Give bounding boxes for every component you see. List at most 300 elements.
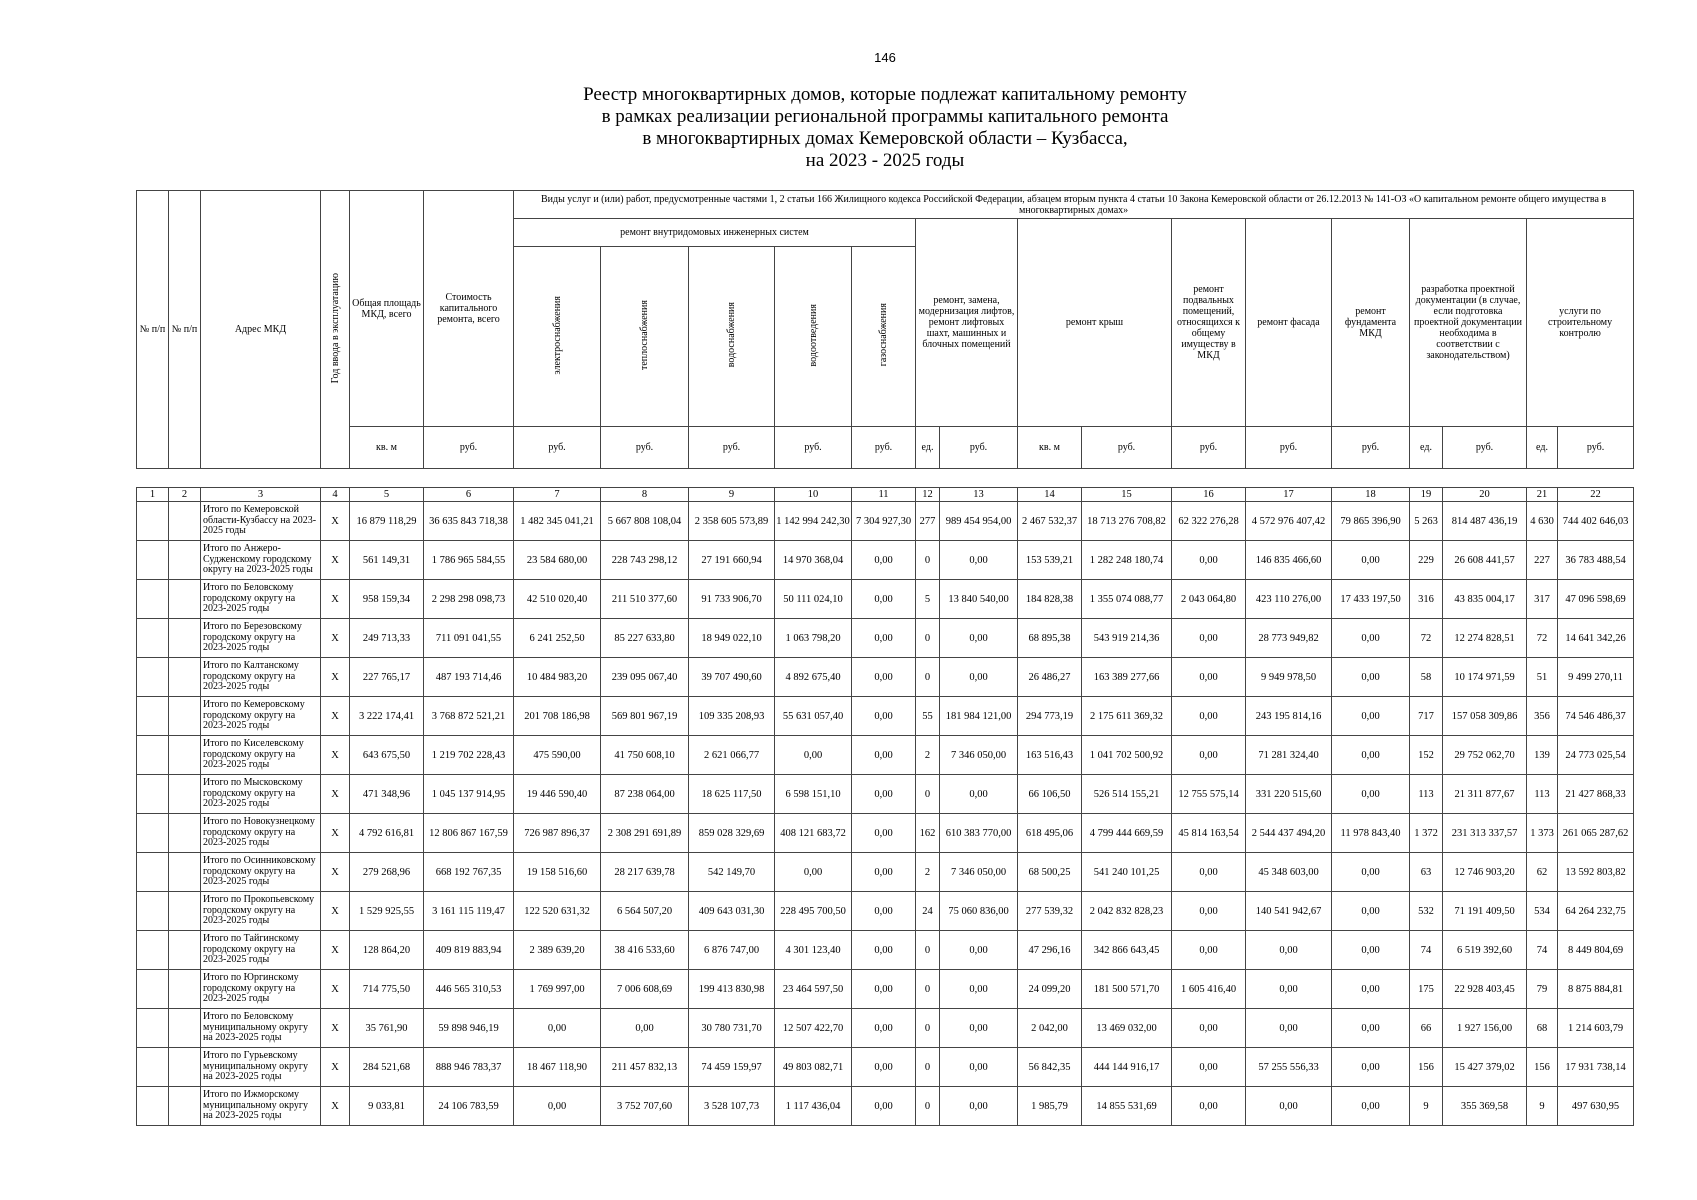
value-cell: 1 063 798,20 xyxy=(775,619,852,658)
value-cell: 157 058 309,86 xyxy=(1443,697,1527,736)
column-index-cell: 17 xyxy=(1246,488,1332,502)
value-cell: X xyxy=(321,502,350,541)
value-cell: 184 828,38 xyxy=(1018,580,1082,619)
table-row xyxy=(137,541,1634,580)
value-cell: 243 195 814,16 xyxy=(1246,697,1332,736)
col-header-heat xyxy=(601,247,689,427)
value-cell: 0,00 xyxy=(1332,541,1410,580)
col-header-gas-label: газоснабжения xyxy=(878,303,889,367)
value-cell: X xyxy=(321,697,350,736)
value-cell: 0,00 xyxy=(852,1009,916,1048)
value-cell: 231 313 337,57 xyxy=(1443,814,1527,853)
value-cell: 227 xyxy=(1527,541,1558,580)
value-cell: 62 322 276,28 xyxy=(1172,502,1246,541)
column-index-cell: 20 xyxy=(1443,488,1527,502)
value-cell: 19 158 516,60 xyxy=(514,853,601,892)
table-row xyxy=(137,502,1634,541)
column-index-cell: 22 xyxy=(1558,488,1634,502)
value-cell: 51 xyxy=(1527,658,1558,697)
column-index-cell: 11 xyxy=(852,488,916,502)
value-cell: 49 803 082,71 xyxy=(775,1048,852,1087)
value-cell: 471 348,96 xyxy=(350,775,424,814)
table-row xyxy=(137,814,1634,853)
value-cell: 0,00 xyxy=(1332,1009,1410,1048)
value-cell: 24 xyxy=(916,892,940,931)
column-index-cell: 5 xyxy=(350,488,424,502)
value-cell: X xyxy=(321,970,350,1009)
value-cell: 532 xyxy=(1410,892,1443,931)
value-cell: 534 xyxy=(1527,892,1558,931)
value-cell: 6 241 252,50 xyxy=(514,619,601,658)
unit-cell: руб. xyxy=(1443,427,1527,469)
value-cell: 71 191 409,50 xyxy=(1443,892,1527,931)
col-header-cost: Стоимость капитального ремонта, всего xyxy=(424,191,514,427)
value-cell: 66 106,50 xyxy=(1018,775,1082,814)
unit-cell: ед. xyxy=(916,427,940,469)
row-num-cell xyxy=(169,502,201,541)
column-index-cell: 4 xyxy=(321,488,350,502)
value-cell: 14 855 531,69 xyxy=(1082,1087,1172,1126)
page-number: 146 xyxy=(874,50,896,65)
value-cell: 610 383 770,00 xyxy=(940,814,1018,853)
value-cell: 3 222 174,41 xyxy=(350,697,424,736)
value-cell: 4 572 976 407,42 xyxy=(1246,502,1332,541)
value-cell: 0,00 xyxy=(1332,1048,1410,1087)
value-cell: 526 514 155,21 xyxy=(1082,775,1172,814)
value-cell: 355 369,58 xyxy=(1443,1087,1527,1126)
value-cell: 153 539,21 xyxy=(1018,541,1082,580)
value-cell: 0,00 xyxy=(1332,1087,1410,1126)
value-cell: 13 840 540,00 xyxy=(940,580,1018,619)
value-cell: 0 xyxy=(916,658,940,697)
value-cell: 26 608 441,57 xyxy=(1443,541,1527,580)
value-cell: 26 486,27 xyxy=(1018,658,1082,697)
value-cell: 68 xyxy=(1527,1009,1558,1048)
value-cell: 668 192 767,35 xyxy=(424,853,514,892)
value-cell: 24 106 783,59 xyxy=(424,1087,514,1126)
table-row xyxy=(137,1087,1634,1126)
value-cell: 3 752 707,60 xyxy=(601,1087,689,1126)
value-cell: 0,00 xyxy=(1172,853,1246,892)
col-header-year xyxy=(321,191,350,469)
column-index-cell: 10 xyxy=(775,488,852,502)
value-cell: 175 xyxy=(1410,970,1443,1009)
value-cell: 4 799 444 669,59 xyxy=(1082,814,1172,853)
value-cell: 41 750 608,10 xyxy=(601,736,689,775)
row-num-cell xyxy=(137,1087,169,1126)
unit-cell: кв. м xyxy=(1018,427,1082,469)
row-num-cell xyxy=(137,775,169,814)
address-cell: Итого по Мысковскому городскому округу на 2023-2025 годы xyxy=(201,775,321,814)
value-cell: 0,00 xyxy=(1332,892,1410,931)
address-cell: Итого по Кемеровской области-Кузбассу на 2023-2025 годы xyxy=(201,502,321,541)
address-cell: Итого по Новокузнецкому городскому округу на 2023-2025 годы xyxy=(201,814,321,853)
col-header-group-engineering: ремонт внутридомовых инженерных систем xyxy=(514,219,916,247)
value-cell: 2 042 832 828,23 xyxy=(1082,892,1172,931)
value-cell: 14 970 368,04 xyxy=(775,541,852,580)
value-cell: 79 xyxy=(1527,970,1558,1009)
value-cell: 64 264 232,75 xyxy=(1558,892,1634,931)
value-cell: 17 931 738,14 xyxy=(1558,1048,1634,1087)
column-index-cell: 2 xyxy=(169,488,201,502)
value-cell: 0,00 xyxy=(1172,619,1246,658)
value-cell: 277 xyxy=(916,502,940,541)
value-cell: X xyxy=(321,541,350,580)
table-row xyxy=(137,775,1634,814)
title-line: в рамках реализации региональной программы капитального ремонта xyxy=(601,106,1169,127)
value-cell: 4 892 675,40 xyxy=(775,658,852,697)
value-cell: 0,00 xyxy=(514,1087,601,1126)
value-cell: 0 xyxy=(916,931,940,970)
value-cell: 446 565 310,53 xyxy=(424,970,514,1009)
value-cell: X xyxy=(321,736,350,775)
value-cell: 888 946 783,37 xyxy=(424,1048,514,1087)
value-cell: 317 xyxy=(1527,580,1558,619)
table-row xyxy=(137,1048,1634,1087)
row-num-cell xyxy=(137,931,169,970)
column-index-cell: 1 xyxy=(137,488,169,502)
unit-cell: руб. xyxy=(940,427,1018,469)
value-cell: 12 507 422,70 xyxy=(775,1009,852,1048)
value-cell: 181 984 121,00 xyxy=(940,697,1018,736)
value-cell: 18 949 022,10 xyxy=(689,619,775,658)
unit-cell: руб. xyxy=(775,427,852,469)
value-cell: 1 985,79 xyxy=(1018,1087,1082,1126)
column-index-cell: 9 xyxy=(689,488,775,502)
value-cell: 47 096 598,69 xyxy=(1558,580,1634,619)
value-cell: 1 117 436,04 xyxy=(775,1087,852,1126)
value-cell: 56 842,35 xyxy=(1018,1048,1082,1087)
value-cell: X xyxy=(321,775,350,814)
value-cell: 1 219 702 228,43 xyxy=(424,736,514,775)
value-cell: 1 142 994 242,30 xyxy=(775,502,852,541)
value-cell: 139 xyxy=(1527,736,1558,775)
column-index-cell: 12 xyxy=(916,488,940,502)
value-cell: 74 xyxy=(1527,931,1558,970)
value-cell: 0,00 xyxy=(1246,970,1332,1009)
value-cell: 2 298 298 098,73 xyxy=(424,580,514,619)
value-cell: 859 028 329,69 xyxy=(689,814,775,853)
unit-cell: руб. xyxy=(514,427,601,469)
col-header-address: Адрес МКД xyxy=(201,191,321,469)
value-cell: 13 469 032,00 xyxy=(1082,1009,1172,1048)
value-cell: 239 095 067,40 xyxy=(601,658,689,697)
row-num-cell xyxy=(137,502,169,541)
value-cell: 9 033,81 xyxy=(350,1087,424,1126)
value-cell: 201 708 186,98 xyxy=(514,697,601,736)
value-cell: 47 296,16 xyxy=(1018,931,1082,970)
value-cell: 487 193 714,46 xyxy=(424,658,514,697)
value-cell: 0,00 xyxy=(1332,853,1410,892)
value-cell: 7 346 050,00 xyxy=(940,736,1018,775)
unit-cell: руб. xyxy=(1558,427,1634,469)
col-header-foundation: ремонт фундамента МКД xyxy=(1332,219,1410,427)
value-cell: 0,00 xyxy=(940,970,1018,1009)
value-cell: 331 220 515,60 xyxy=(1246,775,1332,814)
value-cell: 6 519 392,60 xyxy=(1443,931,1527,970)
value-cell: 0,00 xyxy=(1172,931,1246,970)
value-cell: 0 xyxy=(916,970,940,1009)
row-num-cell xyxy=(169,697,201,736)
col-header-design: разработка проектной документации (в случае, если подготовка проектной документации необходима в соответствии с законодательством) xyxy=(1410,219,1527,427)
value-cell: 45 814 163,54 xyxy=(1172,814,1246,853)
row-num-cell xyxy=(137,892,169,931)
value-cell: 0,00 xyxy=(852,775,916,814)
value-cell: 0,00 xyxy=(1172,541,1246,580)
value-cell: 9 499 270,11 xyxy=(1558,658,1634,697)
table-row xyxy=(137,892,1634,931)
value-cell: 0,00 xyxy=(852,1087,916,1126)
address-cell: Итого по Беловскому муниципальному округу на 2023-2025 годы xyxy=(201,1009,321,1048)
value-cell: 28 217 639,78 xyxy=(601,853,689,892)
value-cell: 279 268,96 xyxy=(350,853,424,892)
col-header-num1: № п/п xyxy=(137,191,169,469)
col-header-sewer-label: водоотведения xyxy=(807,303,819,367)
value-cell: 0,00 xyxy=(1172,658,1246,697)
value-cell: 113 xyxy=(1527,775,1558,814)
column-index-cell: 14 xyxy=(1018,488,1082,502)
value-cell: 0,00 xyxy=(514,1009,601,1048)
value-cell: 0,00 xyxy=(1172,1087,1246,1126)
value-cell: 744 402 646,03 xyxy=(1558,502,1634,541)
value-cell: 10 174 971,59 xyxy=(1443,658,1527,697)
row-num-cell xyxy=(169,580,201,619)
row-num-cell xyxy=(169,541,201,580)
value-cell: 163 389 277,66 xyxy=(1082,658,1172,697)
value-cell: 444 144 916,17 xyxy=(1082,1048,1172,1087)
value-cell: 10 484 983,20 xyxy=(514,658,601,697)
value-cell: 0,00 xyxy=(940,775,1018,814)
column-index-cell: 3 xyxy=(201,488,321,502)
value-cell: 0,00 xyxy=(852,970,916,1009)
value-cell: 12 746 903,20 xyxy=(1443,853,1527,892)
table-row xyxy=(137,619,1634,658)
value-cell: 0,00 xyxy=(852,541,916,580)
unit-cell: кв. м xyxy=(350,427,424,469)
value-cell: 28 773 949,82 xyxy=(1246,619,1332,658)
row-num-cell xyxy=(137,697,169,736)
value-cell: 542 149,70 xyxy=(689,853,775,892)
value-cell: 1 282 248 180,74 xyxy=(1082,541,1172,580)
unit-cell: ед. xyxy=(1527,427,1558,469)
row-num-cell xyxy=(137,658,169,697)
column-index-row xyxy=(137,488,1634,502)
value-cell: X xyxy=(321,1009,350,1048)
value-cell: 0,00 xyxy=(1172,1009,1246,1048)
value-cell: 7 304 927,30 xyxy=(852,502,916,541)
value-cell: 1 045 137 914,95 xyxy=(424,775,514,814)
unit-cell: руб. xyxy=(852,427,916,469)
value-cell: 3 528 107,73 xyxy=(689,1087,775,1126)
value-cell: 29 752 062,70 xyxy=(1443,736,1527,775)
value-cell: 74 546 486,37 xyxy=(1558,697,1634,736)
value-cell: 228 495 700,50 xyxy=(775,892,852,931)
value-cell: 5 667 808 108,04 xyxy=(601,502,689,541)
value-cell: 0,00 xyxy=(940,619,1018,658)
value-cell: 2 308 291 691,89 xyxy=(601,814,689,853)
value-cell: 342 866 643,45 xyxy=(1082,931,1172,970)
value-cell: 5 263 xyxy=(1410,502,1443,541)
table-row xyxy=(137,970,1634,1009)
address-cell: Итого по Беловскому городскому округу на 2023-2025 годы xyxy=(201,580,321,619)
col-header-year-label: Год ввода в эксплуатацию xyxy=(329,272,341,384)
col-header-control: услуги по строительному контролю xyxy=(1527,219,1634,427)
row-num-cell xyxy=(137,580,169,619)
value-cell: 199 413 830,98 xyxy=(689,970,775,1009)
value-cell: 12 806 867 167,59 xyxy=(424,814,514,853)
value-cell: 294 773,19 xyxy=(1018,697,1082,736)
value-cell: 2 042,00 xyxy=(1018,1009,1082,1048)
value-cell: 59 898 946,19 xyxy=(424,1009,514,1048)
value-cell: 6 564 507,20 xyxy=(601,892,689,931)
value-cell: 497 630,95 xyxy=(1558,1087,1634,1126)
value-cell: 2 358 605 573,89 xyxy=(689,502,775,541)
value-cell: 0,00 xyxy=(940,658,1018,697)
value-cell: 989 454 954,00 xyxy=(940,502,1018,541)
value-cell: 63 xyxy=(1410,853,1443,892)
table-header xyxy=(136,190,1634,469)
value-cell: 714 775,50 xyxy=(350,970,424,1009)
value-cell: 55 xyxy=(916,697,940,736)
value-cell: 85 227 633,80 xyxy=(601,619,689,658)
value-cell: 55 631 057,40 xyxy=(775,697,852,736)
col-header-sewer xyxy=(775,247,852,427)
value-cell: 15 427 379,02 xyxy=(1443,1048,1527,1087)
value-cell: 1 372 xyxy=(1410,814,1443,853)
value-cell: 0,00 xyxy=(940,1009,1018,1048)
value-cell: 316 xyxy=(1410,580,1443,619)
col-header-roof: ремонт крыш xyxy=(1018,219,1172,427)
value-cell: 475 590,00 xyxy=(514,736,601,775)
col-header-heat-label: теплоснабжения xyxy=(639,300,650,370)
row-num-cell xyxy=(137,814,169,853)
col-header-basement: ремонт подвальных помещений, относящихся к общему имуществу в МКД xyxy=(1172,219,1246,427)
value-cell: 717 xyxy=(1410,697,1443,736)
value-cell: 1 927 156,00 xyxy=(1443,1009,1527,1048)
value-cell: 618 495,06 xyxy=(1018,814,1082,853)
value-cell: 66 xyxy=(1410,1009,1443,1048)
value-cell: 2 xyxy=(916,736,940,775)
value-cell: X xyxy=(321,1087,350,1126)
value-cell: 27 191 660,94 xyxy=(689,541,775,580)
value-cell: 7 006 608,69 xyxy=(601,970,689,1009)
value-cell: 6 598 151,10 xyxy=(775,775,852,814)
col-header-water xyxy=(689,247,775,427)
row-num-cell xyxy=(169,814,201,853)
row-num-cell xyxy=(169,619,201,658)
value-cell: 162 xyxy=(916,814,940,853)
value-cell: 0,00 xyxy=(852,814,916,853)
value-cell: 1 529 925,55 xyxy=(350,892,424,931)
col-header-lifts: ремонт, замена, модернизация лифтов, ремонт лифтовых шахт, машинных и блочных помещений xyxy=(916,219,1018,427)
title-line: в многоквартирных домах Кемеровской области – Кузбасса, xyxy=(642,128,1128,149)
unit-cell: руб. xyxy=(424,427,514,469)
value-cell: 75 060 836,00 xyxy=(940,892,1018,931)
row-num-cell xyxy=(169,892,201,931)
value-cell: 2 621 066,77 xyxy=(689,736,775,775)
column-index-cell: 15 xyxy=(1082,488,1172,502)
value-cell: 1 605 416,40 xyxy=(1172,970,1246,1009)
row-num-cell xyxy=(169,970,201,1009)
value-cell: 113 xyxy=(1410,775,1443,814)
value-cell: X xyxy=(321,892,350,931)
value-cell: 9 949 978,50 xyxy=(1246,658,1332,697)
value-cell: 79 865 396,90 xyxy=(1332,502,1410,541)
value-cell: 14 641 342,26 xyxy=(1558,619,1634,658)
value-cell: 227 765,17 xyxy=(350,658,424,697)
value-cell: 18 625 117,50 xyxy=(689,775,775,814)
value-cell: 1 373 xyxy=(1527,814,1558,853)
value-cell: 0,00 xyxy=(1246,1009,1332,1048)
table-row xyxy=(137,1009,1634,1048)
value-cell: 36 783 488,54 xyxy=(1558,541,1634,580)
value-cell: 0,00 xyxy=(601,1009,689,1048)
value-cell: 30 780 731,70 xyxy=(689,1009,775,1048)
value-cell: 156 xyxy=(1527,1048,1558,1087)
value-cell: 0,00 xyxy=(1172,1048,1246,1087)
value-cell: 0,00 xyxy=(1172,736,1246,775)
value-cell: 12 274 828,51 xyxy=(1443,619,1527,658)
value-cell: 814 487 436,19 xyxy=(1443,502,1527,541)
row-num-cell xyxy=(169,853,201,892)
value-cell: 408 121 683,72 xyxy=(775,814,852,853)
value-cell: 2 467 532,37 xyxy=(1018,502,1082,541)
value-cell: 0 xyxy=(916,619,940,658)
value-cell: 2 043 064,80 xyxy=(1172,580,1246,619)
table-row xyxy=(137,853,1634,892)
value-cell: 0,00 xyxy=(940,931,1018,970)
value-cell: 181 500 571,70 xyxy=(1082,970,1172,1009)
address-cell: Итого по Юргинскому городскому округу на 2023-2025 годы xyxy=(201,970,321,1009)
value-cell: 24 773 025,54 xyxy=(1558,736,1634,775)
value-cell: X xyxy=(321,580,350,619)
value-cell: X xyxy=(321,814,350,853)
col-header-facade: ремонт фасада xyxy=(1246,219,1332,427)
value-cell: 0,00 xyxy=(1332,775,1410,814)
value-cell: 0,00 xyxy=(1332,931,1410,970)
value-cell: 35 761,90 xyxy=(350,1009,424,1048)
row-num-cell xyxy=(169,931,201,970)
value-cell: 9 xyxy=(1527,1087,1558,1126)
value-cell: 24 099,20 xyxy=(1018,970,1082,1009)
row-num-cell xyxy=(137,736,169,775)
value-cell: 36 635 843 718,38 xyxy=(424,502,514,541)
value-cell: 19 446 590,40 xyxy=(514,775,601,814)
value-cell: 0 xyxy=(916,541,940,580)
value-cell: 958 159,34 xyxy=(350,580,424,619)
col-header-group-main: Виды услуг и (или) работ, предусмотренные частями 1, 2 статьи 166 Жилищного кодекса Российской Федерации, абзацем вторым пункта 4 статьи 10 Закона Кемеровской области от 26.12.2013 № 141-ОЗ «О капитальном ремонте общего имущества в многоквартирных домах» xyxy=(514,191,1634,219)
value-cell: 0,00 xyxy=(852,658,916,697)
row-num-cell xyxy=(169,658,201,697)
value-cell: 284 521,68 xyxy=(350,1048,424,1087)
value-cell: 541 240 101,25 xyxy=(1082,853,1172,892)
col-header-area: Общая площадь МКД, всего xyxy=(350,191,424,427)
unit-cell: руб. xyxy=(1172,427,1246,469)
value-cell: X xyxy=(321,658,350,697)
value-cell: 0,00 xyxy=(1332,658,1410,697)
value-cell: 0,00 xyxy=(1332,970,1410,1009)
column-index-cell: 6 xyxy=(424,488,514,502)
column-index-cell: 21 xyxy=(1527,488,1558,502)
value-cell: 17 433 197,50 xyxy=(1332,580,1410,619)
value-cell: 11 978 843,40 xyxy=(1332,814,1410,853)
row-num-cell xyxy=(137,1048,169,1087)
value-cell: 4 630 xyxy=(1527,502,1558,541)
value-cell: 22 928 403,45 xyxy=(1443,970,1527,1009)
value-cell: 0 xyxy=(916,775,940,814)
value-cell: 58 xyxy=(1410,658,1443,697)
column-index-cell: 16 xyxy=(1172,488,1246,502)
